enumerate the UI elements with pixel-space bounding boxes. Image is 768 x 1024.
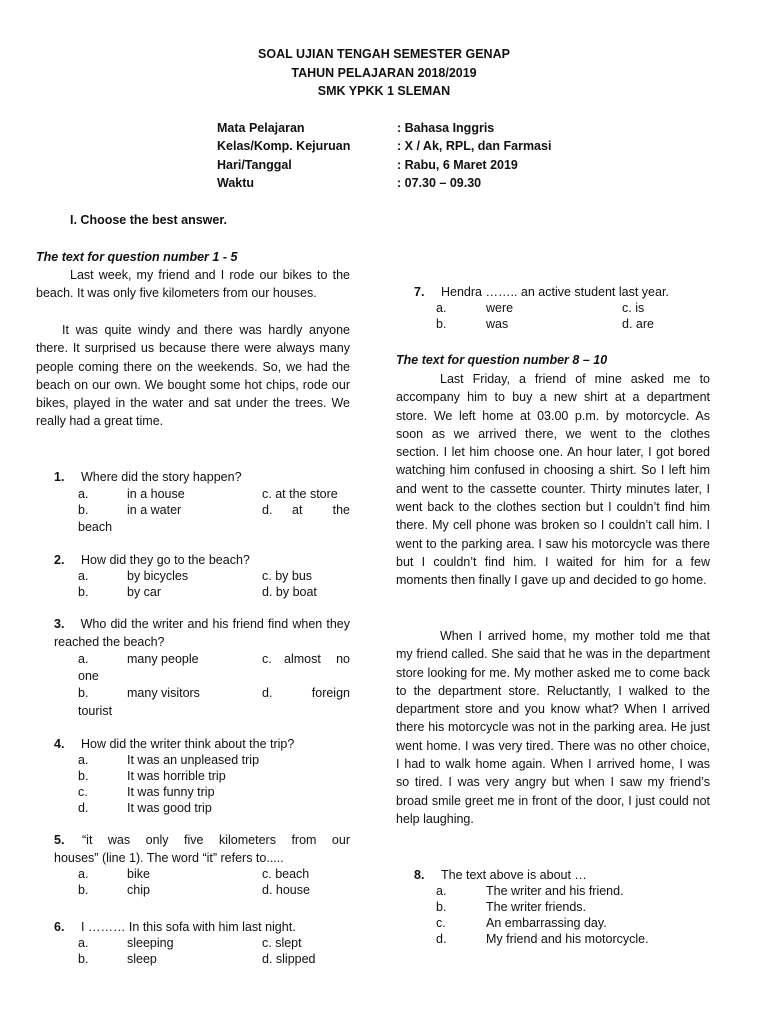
question-number: 5. bbox=[54, 833, 65, 847]
q2-option-a[interactable]: by bicycles bbox=[127, 569, 189, 583]
text2-paragraph-1: Last Friday, a friend of mine asked me to accompany him to buy a new shirt at a department store. We left home at 03.00 p.m. by motorcycle. As soon as we arrived there, we went to the clothes section. I let him choose one. An hour later, I got bored watching him confused in choosing a shirt. So I left him and went to the cassette counter. Thirty minutes later, I went back to the clothes section but I couldn’t find him there. My cell phone was broken so I couldn’t call him. I went to the parking area. I saw his motorcycle was there but I couldn’t find him. I waited for him for a few moments then finally I gave up and decided to go home. bbox=[396, 372, 710, 588]
q5-option-d[interactable]: d. house bbox=[262, 883, 310, 897]
question-number: 3. bbox=[54, 617, 65, 631]
option-letter: b. bbox=[78, 585, 89, 599]
q3-option-b-wrap: tourist bbox=[78, 704, 113, 718]
exam-title: SOAL UJIAN TENGAH SEMESTER GENAP bbox=[258, 47, 510, 61]
text1-paragraph-2: It was quite windy and there was hardly anyone there. It surprised us because there were always many people coming there on the weekends. So, we had the beach on our own. We bought some hot chips, rode our bikes, played in the water and sat under the trees. We really had a great time. bbox=[36, 323, 350, 429]
question-number: 2. bbox=[54, 553, 65, 567]
option-letter: c. bbox=[436, 916, 446, 930]
text1-paragraph-1: Last week, my friend and I rode our bikes to the beach. It was only five kilometers from our houses. bbox=[36, 268, 350, 301]
q6-option-a[interactable]: sleeping bbox=[127, 936, 174, 950]
q5-option-a[interactable]: bike bbox=[127, 867, 150, 881]
option-text: My friend and his motorcycle. bbox=[486, 932, 649, 946]
q3-option-d-letter[interactable]: d. bbox=[262, 686, 273, 700]
option-letter: a. bbox=[78, 569, 89, 583]
option-text: It was horrible trip bbox=[127, 769, 226, 783]
question-text-line-1: “it was only five kilometers from our bbox=[82, 833, 350, 847]
option-letter: a. bbox=[78, 753, 89, 767]
option-text: The writer friends. bbox=[486, 900, 587, 914]
option-letter: a. bbox=[78, 652, 89, 666]
q7-option-a[interactable]: were bbox=[486, 301, 514, 315]
q7-option-c[interactable]: c. is bbox=[622, 301, 645, 315]
question-number: 8. bbox=[414, 868, 425, 882]
option-text: An embarrassing day. bbox=[486, 916, 607, 930]
question-number: 4. bbox=[54, 737, 65, 751]
info-label-date: Hari/Tanggal bbox=[217, 158, 292, 172]
question-text: Hendra …….. an active student last year. bbox=[441, 285, 669, 299]
q2-option-d[interactable]: d. by boat bbox=[262, 585, 317, 599]
q1-option-a[interactable]: in a house bbox=[127, 487, 185, 501]
option-letter: d. bbox=[78, 801, 89, 815]
q2-option-c[interactable]: c. by bus bbox=[262, 569, 313, 583]
question-number: 1. bbox=[54, 470, 65, 484]
question-3 bbox=[54, 616, 350, 651]
school-name: SMK YPKK 1 SLEMAN bbox=[317, 84, 451, 98]
q3-option-c[interactable]: almost no bbox=[284, 652, 350, 666]
section-heading: I. Choose the best answer. bbox=[70, 213, 227, 227]
info-value-class: : X / Ak, RPL, dan Farmasi bbox=[397, 139, 552, 153]
option-text: The writer and his friend. bbox=[486, 884, 624, 898]
q1-option-c[interactable]: c. at the store bbox=[262, 487, 338, 501]
question-text: How did they go to the beach? bbox=[81, 553, 250, 567]
option-letter: d. bbox=[436, 932, 447, 946]
question-5-line-2: houses” (line 1). The word “it” refers to..... bbox=[54, 851, 284, 865]
option-letter: b. bbox=[78, 503, 89, 517]
q3-option-a-wrap: one bbox=[78, 669, 99, 683]
q3-option-d[interactable]: foreign bbox=[311, 686, 350, 700]
option-letter: a. bbox=[78, 487, 89, 501]
question-text: I ……… In this sofa with him last night. bbox=[81, 920, 296, 934]
info-label-subject: Mata Pelajaran bbox=[217, 121, 305, 135]
option-text: It was an unpleased trip bbox=[127, 753, 260, 767]
q1-option-d-wrap: beach bbox=[78, 520, 113, 534]
question-text: Who did the writer and his friend find when they reached the beach? bbox=[54, 617, 350, 649]
info-value-subject: : Bahasa Inggris bbox=[397, 121, 495, 135]
q6-option-d[interactable]: d. slipped bbox=[262, 952, 316, 966]
q5-option-c[interactable]: c. beach bbox=[262, 867, 310, 881]
q3-option-a[interactable]: many people bbox=[127, 652, 199, 666]
question-number: 7. bbox=[414, 285, 425, 299]
info-label-class: Kelas/Komp. Kejuruan bbox=[217, 139, 351, 153]
option-letter: b. bbox=[78, 686, 89, 700]
option-letter: a. bbox=[436, 884, 447, 898]
info-label-time: Waktu bbox=[217, 176, 255, 190]
q1-option-b[interactable]: in a water bbox=[127, 503, 182, 517]
q2-option-b[interactable]: by car bbox=[127, 585, 162, 599]
text1-heading: The text for question number 1 - 5 bbox=[36, 250, 238, 264]
option-letter: b. bbox=[78, 769, 89, 783]
option-letter: b. bbox=[78, 952, 89, 966]
option-letter: c. bbox=[78, 785, 88, 799]
question-text: Where did the story happen? bbox=[81, 470, 242, 484]
text2-paragraph-2: When I arrived home, my mother told me that my friend called. She said that he was in the department store looking for me. My mother asked me to come back to the department store. Reluctantly, I walked to the department store and you know what? When I arrived there his motorcycle was not in the parking area. He just went home. I was very tired. There was no other choice, I had to walk home again. When I arrived home, I was so tired. I was very angry but when I saw my friend’s broad smile greet me in front of the door, I just could not help laughing. bbox=[396, 629, 710, 826]
q5-option-b[interactable]: chip bbox=[127, 883, 150, 897]
option-letter: a. bbox=[78, 936, 89, 950]
text2-heading: The text for question number 8 – 10 bbox=[396, 353, 608, 367]
q3-option-b[interactable]: many visitors bbox=[127, 686, 200, 700]
q7-option-d[interactable]: d. are bbox=[622, 317, 654, 331]
option-letter: a. bbox=[78, 867, 89, 881]
info-value-time: : 07.30 – 09.30 bbox=[397, 176, 482, 190]
q1-option-d[interactable]: at the bbox=[292, 503, 350, 517]
school-year: TAHUN PELAJARAN 2018/2019 bbox=[291, 66, 477, 80]
option-text: It was good trip bbox=[127, 801, 212, 815]
option-letter: b. bbox=[78, 883, 89, 897]
question-text: The text above is about … bbox=[441, 868, 587, 882]
q6-option-c[interactable]: c. slept bbox=[262, 936, 302, 950]
q7-option-b[interactable]: was bbox=[486, 317, 509, 331]
option-text: It was funny trip bbox=[127, 785, 215, 799]
option-letter: a. bbox=[436, 301, 447, 315]
q3-option-c-letter[interactable]: c. bbox=[262, 652, 272, 666]
q1-option-d-letter[interactable]: d. bbox=[262, 503, 273, 517]
question-text: How did the writer think about the trip? bbox=[81, 737, 295, 751]
option-letter: b. bbox=[436, 900, 447, 914]
info-value-date: : Rabu, 6 Maret 2019 bbox=[397, 158, 518, 172]
option-letter: b. bbox=[436, 317, 447, 331]
question-number: 6. bbox=[54, 920, 65, 934]
q6-option-b[interactable]: sleep bbox=[127, 952, 157, 966]
